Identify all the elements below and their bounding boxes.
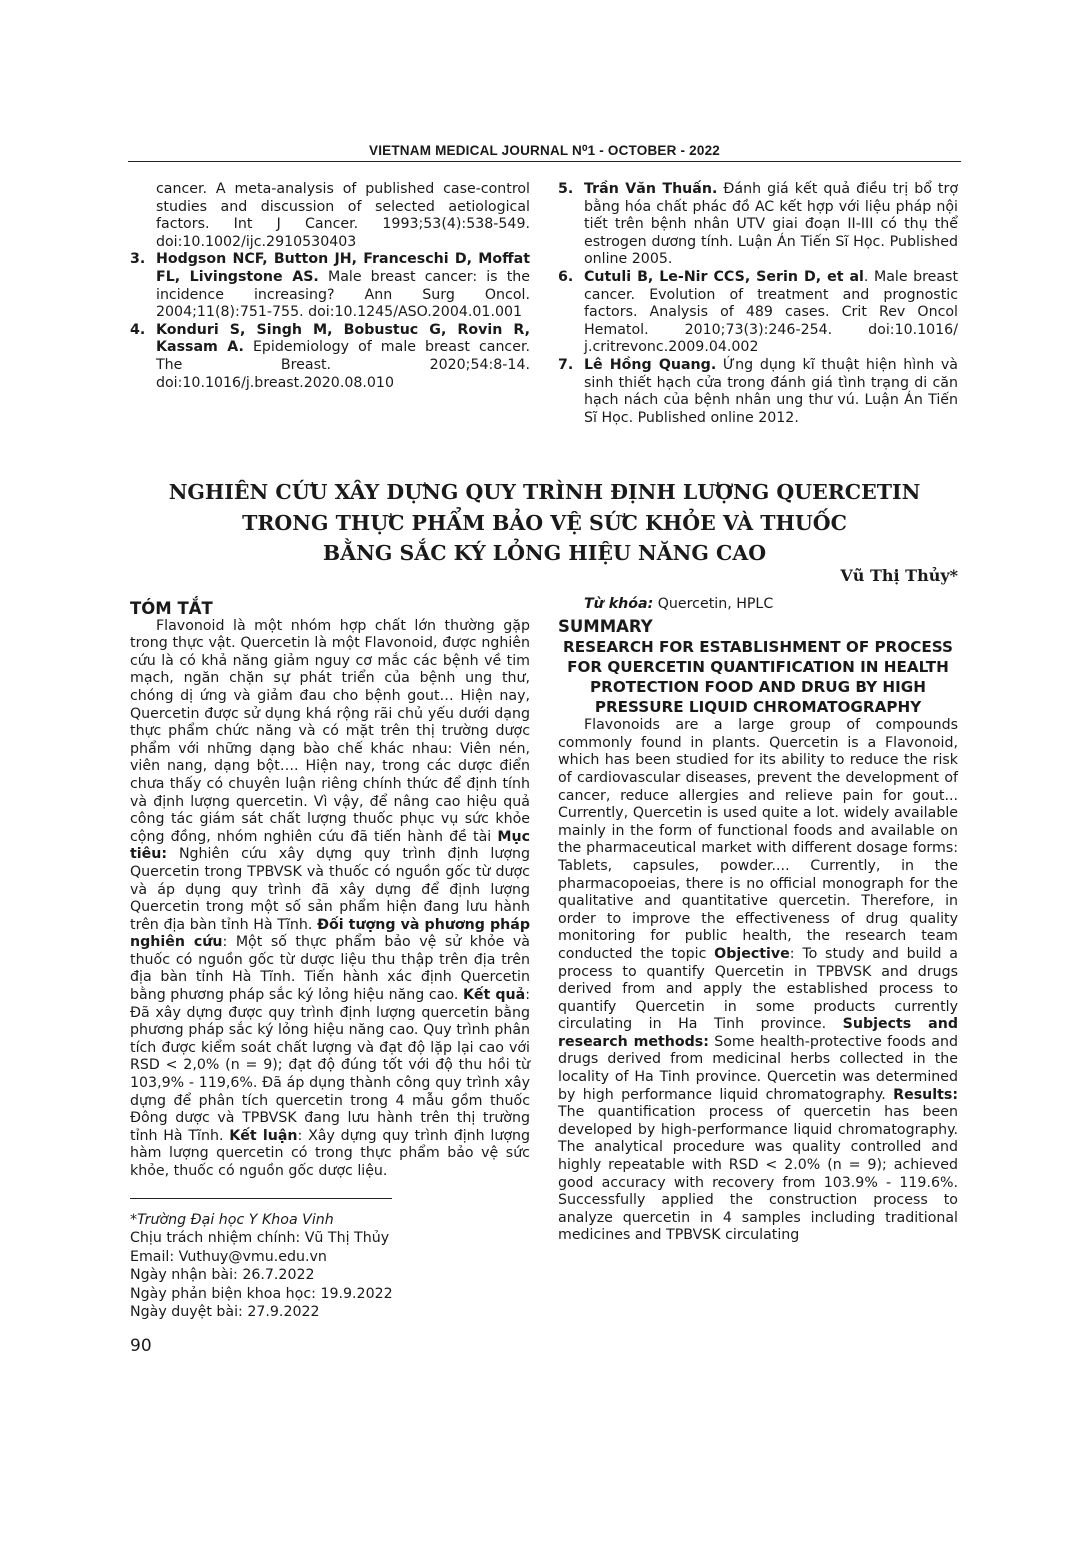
results-label: Results: [893, 1086, 958, 1103]
summary-paragraph: Flavonoids are a large group of compounds commonly found in plants. Quercetin is a Flavonoid, which has been studied for its ability to reduce the risk of cardiovascular diseases, prevent the development of cancer, reduce allergies and relieve pain for gout... Currently, Quercetin is used quite a lot. widely available mainly in the form of functional foods and available on the pharmaceutical market with different dosage forms: Tablets, capsules, powder.... Currently, in the pharmacopoeias, there is no official monograph for the qualitative and quantitative quercetin. Therefore, in order to improve the effectiveness of drug quality monitoring for public health, the research team conducted the topic Objective: To study and build a process to quantify Quercetin in TPBVSK and drugs derived from and apply the established process to quantify Quercetin in some products currently circulating in Ha Tinh province. Subjects and research methods: Some health-protective foods and drugs derived from medicinal herbs collected in the locality of Ha Tinh province. Quercetin was determined by high performance liquid chromatography. Results: The quantification process of quercetin has been developed by high-performance liquid chromatography. The analytical procedure was quality controlled and highly repeatable with RSD < 2.0% (n = 9); achieved good accuracy with recovery from 103.9% - 119.6%. Successfully applied the construction process to analyze quercetin in 4 samples including traditional medicines and TPBVSK circulating [558, 717, 958, 1244]
article-author: Vũ Thị Thủy* [840, 566, 958, 585]
reference-item-3 [130, 251, 530, 321]
reference-text: Ứng dụng kĩ thuật hiện hình và sinh thiết hạch cửa trong đánh giá tình trạng di căn hạch nách của bệnh nhân ung thư vú. Luận Án Tiến Sĩ Học. Published online 2012. [584, 356, 958, 426]
article-title-line: TRONG THỰC PHẨM BẢO VỆ SỨC KHỎE VÀ THUỐC [242, 510, 847, 535]
reference-authors: Konduri S, Singh M, Bobustuc G, Rovin R, Kassam A. [156, 321, 530, 356]
keywords-line [558, 596, 958, 614]
reference-number: 4. [130, 321, 146, 338]
results-label: Kết quả [462, 987, 526, 1004]
reference-number: 5. [558, 181, 574, 197]
objective-label: Objective [714, 945, 790, 962]
article-title-line: NGHIÊN CỨU XÂY DỰNG QUY TRÌNH ĐỊNH LƯỢNG QUERCETIN [168, 480, 921, 504]
reference-text: . Male breast cancer. Evolution of treatment and prognostic factors. Analysis of 489 cases. Crit Rev Oncol Hematol. 2010;73(3):246-254. doi:10.1016/ j.critrevonc.2009.04.002 [584, 268, 959, 356]
reference-text: Male breast cancer: is the incidence increasing? Ann Surg Oncol. 2004;11(8):751-755. doi:10.1245/ASO.2004.01.001 [156, 268, 530, 321]
summary-heading: SUMMARY [558, 616, 653, 636]
reference-number: 6. [558, 268, 574, 285]
methods-label: Đối tượng và phương pháp nghiên cứu [130, 916, 530, 951]
footnote-rule [130, 1198, 392, 1199]
footnote [130, 1211, 393, 1321]
reference-authors: Lê Hồng Quang. [584, 356, 717, 373]
abstract-vietnamese [130, 600, 530, 1181]
reference-authors: Cutuli B, Le-Nir CCS, Serin D, et al [584, 268, 864, 285]
reference-authors: Hodgson NCF, Button JH, Franceschi D, Moffat FL, Livingstone AS. [156, 251, 530, 285]
page-number: 90 [130, 1336, 152, 1356]
reference-item-5 [558, 181, 958, 269]
reference-continuation-text: cancer. A meta-analysis of published case-control studies and discussion of selected aetiological factors. Int J Cancer. 1993;53(4):538-549. doi:10.1002/ijc.2910530403 [156, 181, 530, 250]
keywords-value: Quercetin, HPLC [653, 596, 774, 612]
abstract-english-column [558, 596, 958, 1245]
article-title [128, 477, 961, 569]
reference-item-4 [130, 322, 530, 392]
reference-text: Đánh giá kết quả điều trị bổ trợ bằng hóa chất phác đồ AC kết hợp với liệu pháp nội tiết trên bệnh nhân UTV giai đoạn II-III có thụ thể estrogen dương tính. Luận Án Tiến Sĩ Học. Published online 2005. [584, 181, 959, 268]
footnote-received: Ngày nhận bài: 26.7.2022 [130, 1267, 315, 1284]
english-title: RESEARCH FOR ESTABLISHMENT OF PROCESS FOR QUERCETIN QUANTIFICATION IN HEALTH PROTECTION FOOD AND DRUG BY HIGH PRESSURE LIQUID CHROMATOGRAPHY [563, 638, 953, 717]
reference-authors: Trần Văn Thuấn. [584, 181, 718, 197]
abstract-paragraph: Flavonoid là một nhóm hợp chất lớn thường gặp trong thực vật. Quercetin là một Flavonoid, được nghiên cứu là có khả năng giảm nguy cơ mắc các bệnh về tim mạch, ngăn chặn sự phát triển của bệnh ung thư, chóng dị ứng và giảm đau cho bệnh gout… Hiện nay, Quercetin được sử dụng khá rộng rãi chủ yếu dưới dạng thực phẩm chức năng và có mặt trên thị trường dược phẩm với những dạng bào chế khác nhau: Viên nén, viên nang, dạng bột…. Hiện nay, trong các dược điển chưa thấy có chuyên luận riêng chính thức để định tính và định lượng quercetin. Vì vậy, để nâng cao hiệu quả công tác giám sát chất lượng thuốc phục vụ sức khỏe cộng đồng, nhóm nghiên cứu đã tiến hành đề tài Mục tiêu: Nghiên cứu xây dựng quy trình định lượng Quercetin trong TPBVSK và thuốc có nguồn gốc từ dược và áp dụng quy trình đã xây dựng để định lượng Quercetin trong một số sản phẩm hiện đang lưu hành trên địa bàn tỉnh Hà Tĩnh. Đối tượng và phương pháp nghiên cứu: Một số thực phẩm bảo vệ sử khỏe và thuốc có nguồn gốc từ dược liệu thu thập trên địa trên địa bàn tỉnh Hà Tĩnh. Tiến hành xác định Quercetin bằng phương pháp sắc ký lỏng hiệu năng cao. Kết quả: Đã xây dựng được quy trình định lượng quercetin bằng phương pháp sắc ký lỏng hiệu năng cao. Quy trình phân tích được kiểm soát chất lượng và đạt độ lặp lại cao với RSD < 2,0% (n = 9); đạt độ đúng tốt với độ thu hồi từ 103,9% - 119,6%. Đã áp dụng thành công quy trình xây dựng để phân tích quercetin trong 4 mẫu gồm thuốc Đông dược và TPBVSK đang lưu hành trên thị trường tỉnh Hà Tĩnh. Kết luận: Xây dựng quy trình định lượng hàm lượng quercetin có trong thực phẩm bảo vệ sức khỏe, thuốc có nguồn gốc dược liệu. [130, 617, 531, 1179]
objective-label: Mục tiêu: [130, 828, 530, 863]
conclusion-label: Kết luận [229, 1127, 298, 1144]
article-title-line: BẰNG SẮC KÝ LỎNG HIỆU NĂNG CAO [322, 541, 767, 565]
reference-text: Epidemiology of male breast cancer. The Breast. 2020;54:8-14. doi:10.1016/j.breast.2020.08.010 [156, 339, 531, 391]
footnote-reviewed: Ngày phản biện khoa học: 19.9.2022 [130, 1285, 393, 1302]
footnote-affiliation: *Trường Đại học Y Khoa Vinh [130, 1212, 334, 1228]
reference-item-6 [558, 269, 958, 357]
header-rule [128, 161, 961, 162]
reference-number: 7. [558, 356, 574, 373]
footnote-accepted: Ngày duyệt bài: 27.9.2022 [130, 1304, 320, 1321]
footnote-responsible: Chịu trách nhiệm chính: Vũ Thị Thủy [130, 1230, 390, 1247]
keywords-label: Từ khóa: [584, 596, 654, 612]
methods-label: Subjects and research methods: [558, 1016, 958, 1050]
reference-number: 3. [130, 251, 146, 268]
references-left [130, 181, 530, 392]
footnote-email: Email: Vuthuy@vmu.edu.vn [130, 1248, 327, 1265]
reference-item-7 [558, 357, 958, 427]
reference-continuation [130, 181, 530, 251]
abstract-heading: TÓM TẮT [130, 599, 213, 618]
references-right [558, 181, 958, 427]
journal-header: VIETNAM MEDICAL JOURNAL N⁰1 - OCTOBER - 2022 [368, 143, 720, 158]
